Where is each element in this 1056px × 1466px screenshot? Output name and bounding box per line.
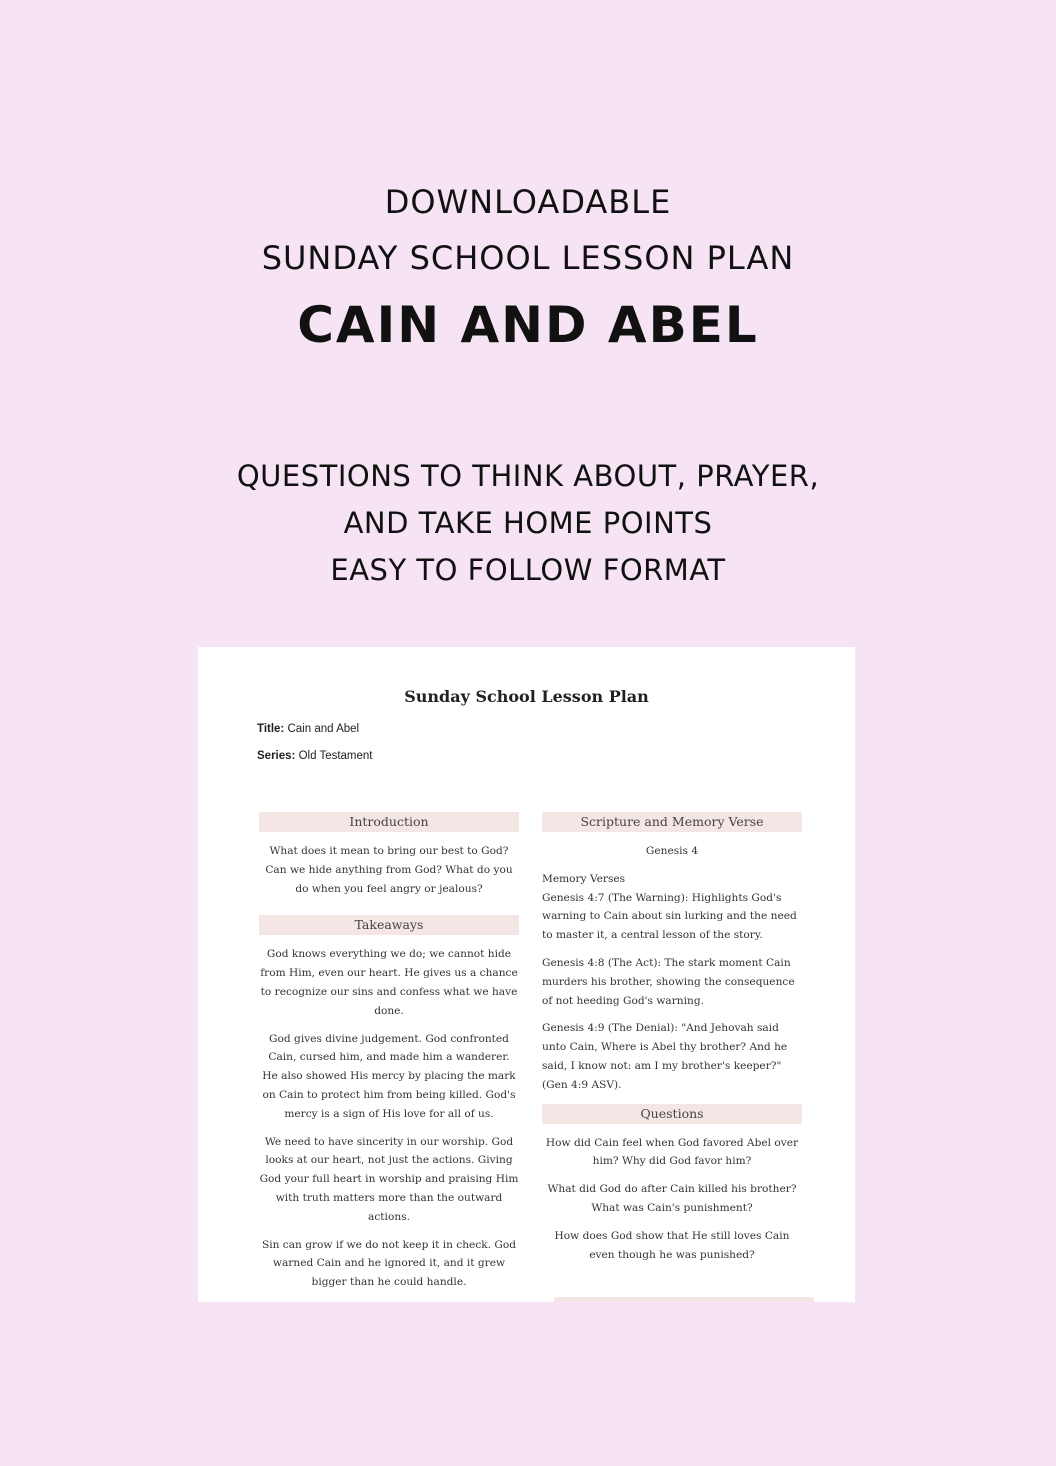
question-item: How does God show that He still loves Cain even though he was punished? [554, 1229, 790, 1261]
introduction-header: Introduction [259, 812, 519, 832]
series-label: Series: [257, 750, 296, 762]
scripture-header: Scripture and Memory Verse [542, 812, 802, 832]
title-field [257, 723, 359, 735]
series-value: Old Testament [298, 750, 373, 762]
doc-title: Sunday School Lesson Plan [404, 687, 649, 706]
questions-header: Questions [542, 1104, 802, 1124]
hero-subtitle-3: EASY TO FOLLOW FORMAT [330, 553, 726, 587]
memory-verse: Genesis 4:7 (The Warning): Highlights God's warning to Cain about sin lurking and the need to master it, a central lesson of the story. [542, 891, 797, 942]
title-label: Title: [257, 723, 285, 735]
takeaways-header: Takeaways [259, 915, 519, 935]
hero-subtitle-1: QUESTIONS TO THINK ABOUT, PRAYER, [236, 459, 820, 493]
takeaway-item: We need to have sincerity in our worship. God looks at our heart, not just the actions. Giving God your full heart in worship and praising Him with truth matters more than the outward actions. [259, 1135, 519, 1223]
memory-verses-label: Memory Verses [542, 872, 626, 885]
title-value: Cain and Abel [287, 723, 360, 735]
memory-verse: Genesis 4:9 (The Denial): "And Jehovah said unto Cain, Where is Abel thy brother? And he said, I know not: am I my brother's keeper?" (Gen 4:9 ASV). [542, 1022, 788, 1091]
right-column [542, 812, 802, 1273]
scripture-reference: Genesis 4 [645, 845, 699, 857]
lesson-plan-preview [198, 647, 855, 1302]
hero-title: CAIN AND ABEL [297, 296, 759, 354]
question-item: What did God do after Cain killed his brother? What was Cain's punishment? [547, 1183, 797, 1214]
hero-line-downloadable: DOWNLOADABLE [384, 183, 672, 221]
series-field [257, 750, 373, 762]
takeaway-item: God gives divine judgement. God confronted Cain, cursed him, and made him a wanderer. He also showed His mercy by placing the mark on Cain to protect him from being killed. God's mercy is a sign of His love for all of us. [262, 1032, 516, 1120]
takeaway-item: God knows everything we do; we cannot hide from Him, even our heart. He gives us a chance to recognize our sins and confess what we have done. [260, 948, 518, 1017]
introduction-text: What does it mean to bring our best to God? Can we hide anything from God? What do you do when you feel angry or jealous? [265, 845, 513, 895]
takeaway-item: Sin can grow if we do not keep it in check. God warned Cain and he ignored it, and it grew bigger than he could handle. [261, 1238, 517, 1289]
question-item: How did Cain feel when God favored Abel over him? Why did God favor him? [545, 1136, 799, 1168]
memory-verse: Genesis 4:8 (The Act): The stark moment Cain murders his brother, showing the consequence of not heeding God's warning. [542, 956, 795, 1007]
hero-subtitle-2: AND TAKE HOME POINTS [343, 506, 713, 540]
hero-line-lesson-plan: SUNDAY SCHOOL LESSON PLAN [261, 239, 795, 277]
left-column [259, 812, 519, 1301]
next-section-header-bar [554, 1297, 814, 1302]
